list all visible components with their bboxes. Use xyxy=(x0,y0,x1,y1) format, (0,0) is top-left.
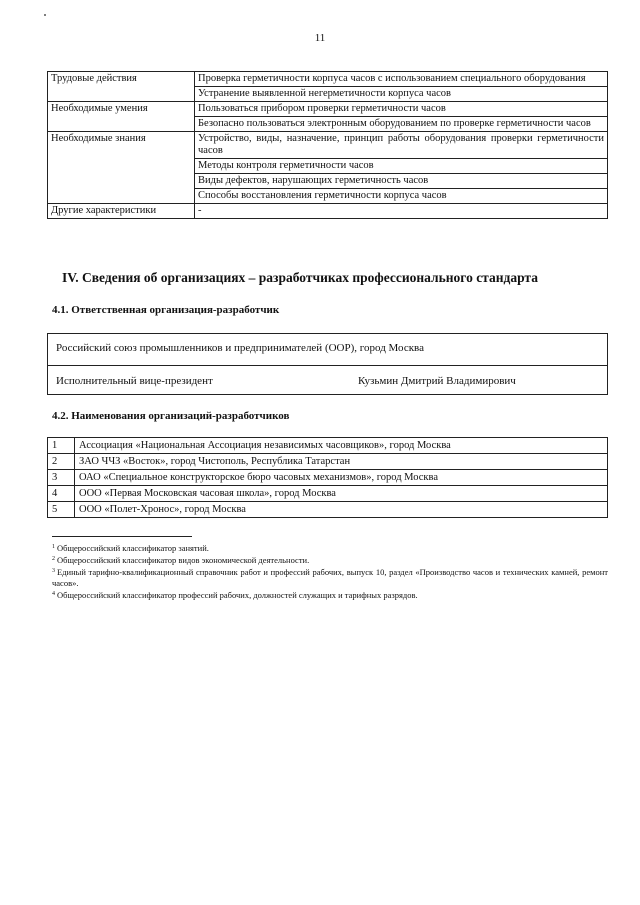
table-cell: Виды дефектов, нарушающих герметичность часов xyxy=(195,174,608,189)
scan-speck xyxy=(44,14,46,16)
table-row xyxy=(48,102,608,117)
table-row xyxy=(48,204,608,219)
footnote xyxy=(52,554,608,566)
table-row xyxy=(48,438,608,454)
footnote-mark: 2 xyxy=(52,556,55,562)
organization-name: ООО «Первая Московская часовая школа», город Москва xyxy=(75,486,608,502)
table-row xyxy=(48,132,608,159)
footnote-text: Общероссийский классификатор видов экономической деятельности. xyxy=(57,555,310,565)
footnote xyxy=(52,542,608,554)
table-cell: Пользоваться прибором проверки герметичности часов xyxy=(195,102,608,117)
table-cell: Проверка герметичности корпуса часов с использованием специального оборудования xyxy=(195,72,608,87)
row-number: 4 xyxy=(48,486,75,502)
page-number: 11 xyxy=(314,32,326,44)
row-number: 5 xyxy=(48,502,75,518)
row-label: Другие характеристики xyxy=(48,204,195,219)
row-label: Необходимые умения xyxy=(48,102,195,132)
table-row xyxy=(48,454,608,470)
table-row xyxy=(48,72,608,87)
footnote xyxy=(52,566,608,589)
organization-name: ОАО «Специальное конструкторское бюро часовых механизмов», город Москва xyxy=(75,470,608,486)
footnote xyxy=(52,589,608,601)
responsible-organization-box xyxy=(47,333,608,395)
organization-name: Ассоциация «Национальная Ассоциация независимых часовщиков», город Москва xyxy=(75,438,608,454)
section-title: IV. Сведения об организациях – разработчиках профессионального стандарта xyxy=(62,270,538,285)
footnote-separator xyxy=(52,536,192,537)
row-label: Необходимые знания xyxy=(48,132,195,204)
responsible-person: Кузьмин Дмитрий Владимирович xyxy=(358,375,516,387)
row-label: Трудовые действия xyxy=(48,72,195,102)
row-number: 2 xyxy=(48,454,75,470)
table-cell: Устранение выявленной негерметичности корпуса часов xyxy=(195,87,608,102)
table-cell: Методы контроля герметичности часов xyxy=(195,159,608,174)
divider xyxy=(48,365,607,366)
table-row xyxy=(48,502,608,518)
footnotes xyxy=(52,542,608,601)
table-cell: Способы восстановления герметичности корпуса часов xyxy=(195,189,608,204)
footnote-text: Единый тарифно-квалификационный справочник работ и профессий рабочих, выпуск 10, раздел «Производство часов и технических камней, ремонт часов». xyxy=(52,567,608,588)
responsible-position: Исполнительный вице-президент xyxy=(56,375,213,387)
table-row xyxy=(48,470,608,486)
table-row xyxy=(48,486,608,502)
table-cell: Безопасно пользоваться электронным оборудованием по проверке герметичности часов xyxy=(195,117,608,132)
table-cell: Устройство, виды, назначение, принцип работы оборудования проверки герметичности часов xyxy=(195,132,608,159)
organization-name: ООО «Полет-Хронос», город Москва xyxy=(75,502,608,518)
footnote-text: Общероссийский классификатор занятий. xyxy=(57,543,209,553)
footnote-text: Общероссийский классификатор профессий рабочих, должностей служащих и тарифных разрядов. xyxy=(57,590,418,600)
responsible-heading: 4.1. Ответственная организация-разработчик xyxy=(52,304,280,316)
organization-name: ЗАО ЧЧЗ «Восток», город Чистополь, Республика Татарстан xyxy=(75,454,608,470)
responsible-organization: Российский союз промышленников и предпринимателей (ООР), город Москва xyxy=(56,342,424,354)
developers-heading: 4.2. Наименования организаций-разработчиков xyxy=(52,410,290,422)
footnote-mark: 1 xyxy=(52,544,55,550)
row-number: 1 xyxy=(48,438,75,454)
developers-table xyxy=(47,437,608,518)
footnote-mark: 4 xyxy=(52,591,55,597)
footnote-mark: 3 xyxy=(52,568,55,574)
competency-table xyxy=(47,71,608,219)
row-number: 3 xyxy=(48,470,75,486)
table-cell: - xyxy=(195,204,608,219)
